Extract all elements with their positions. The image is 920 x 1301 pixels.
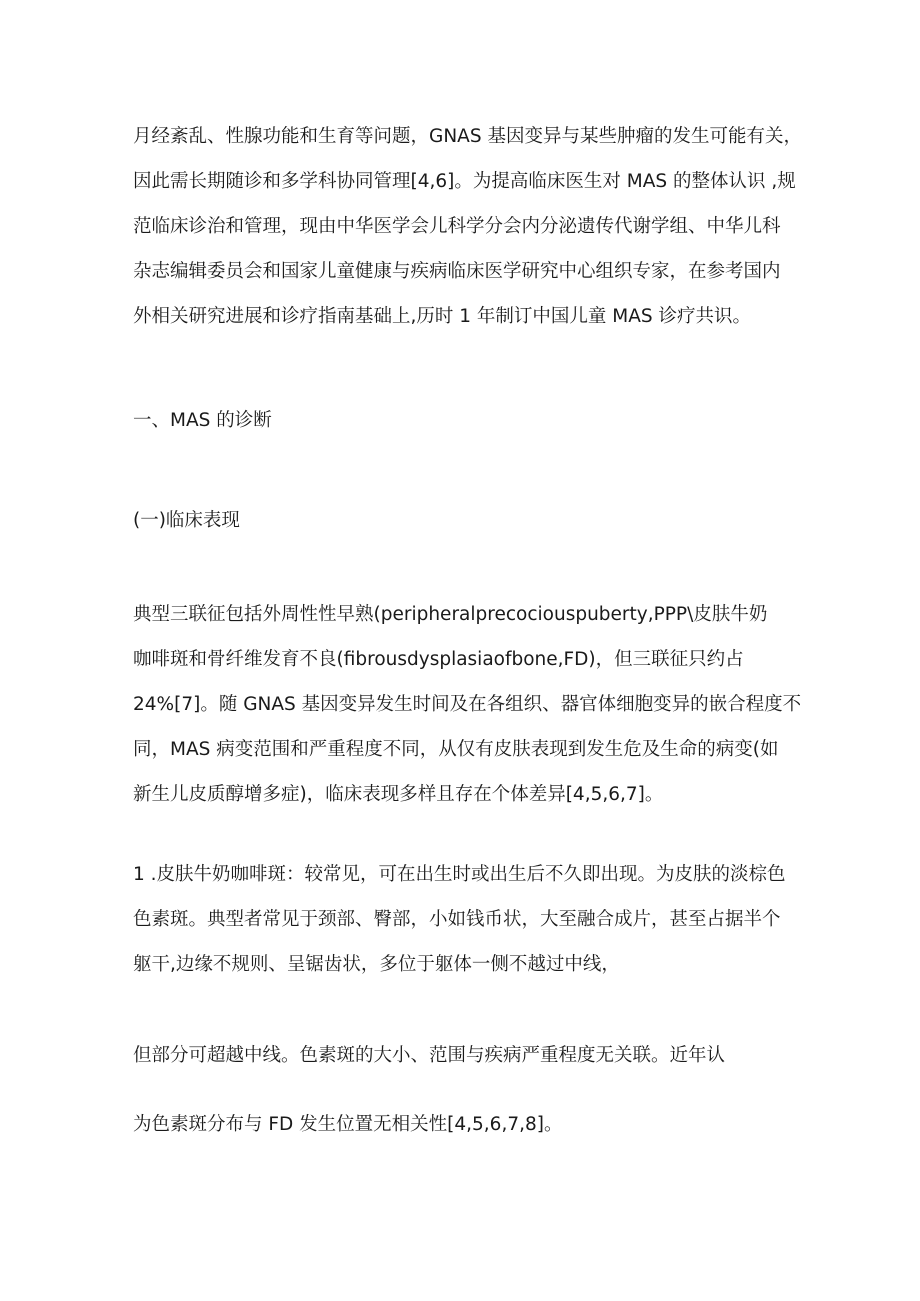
text-line: 典型三联征包括外周性性早熟(peripheralprecociouspuberty,PPP\皮肤牛奶 [133, 604, 768, 625]
text-line: 躯干,边缘不规则、呈锯齿状，多位于躯体一侧不越过中线， [133, 954, 620, 975]
text-line: 新生儿皮质醇增多症)，临床表现多样且存在个体差异[4,5,6,7]。 [133, 784, 664, 805]
text-line: 杂志编辑委员会和国家儿童健康与疾病临床医学研究中心组织专家，在参考国内 [133, 261, 781, 282]
section-heading: 一、MAS 的诊断 [133, 410, 272, 431]
text-line: 同，MAS 病变范围和严重程度不同，从仅有皮肤表现到发生危及生命的病变(如 [133, 739, 779, 760]
text-line: 1 .皮肤牛奶咖啡斑：较常见，可在出生时或出生后不久即出现。为皮肤的淡棕色 [133, 864, 786, 885]
text-line: 24%[7]。随 GNAS 基因变异发生时间及在各组织、器官体细胞变异的嵌合程度不 [133, 694, 802, 715]
text-line: 月经紊乱、性腺功能和生育等问题，GNAS 基因变异与某些肿瘤的发生可能有关， [133, 126, 802, 147]
text-line: 外相关研究进展和诊疗指南基础上,历时 1 年制订中国儿童 MAS 诊疗共识。 [133, 306, 752, 327]
text-line: 为色素斑分布与 FD 发生位置无相关性[4,5,6,7,8]。 [133, 1114, 563, 1135]
text-line: 色素斑。典型者常见于颈部、臀部，小如钱币状，大至融合成片，甚至占据半个 [133, 909, 781, 930]
text-line: 因此需长期随诊和多学科协同管理[4,6]。为提高临床医生对 MAS 的整体认识 ,规 [133, 171, 796, 192]
text-line: 但部分可超越中线。色素斑的大小、范围与疾病严重程度无关联。近年认 [133, 1045, 726, 1066]
text-line: 范临床诊治和管理，现由中华医学会儿科学分会内分泌遗传代谢学组、中华儿科 [133, 216, 781, 237]
text-line: 咖啡斑和骨纤维发育不良(fibrousdysplasiaofbone,FD)，但三联征只约占 [133, 649, 744, 670]
subsection-heading: (一)临床表现 [133, 510, 240, 531]
